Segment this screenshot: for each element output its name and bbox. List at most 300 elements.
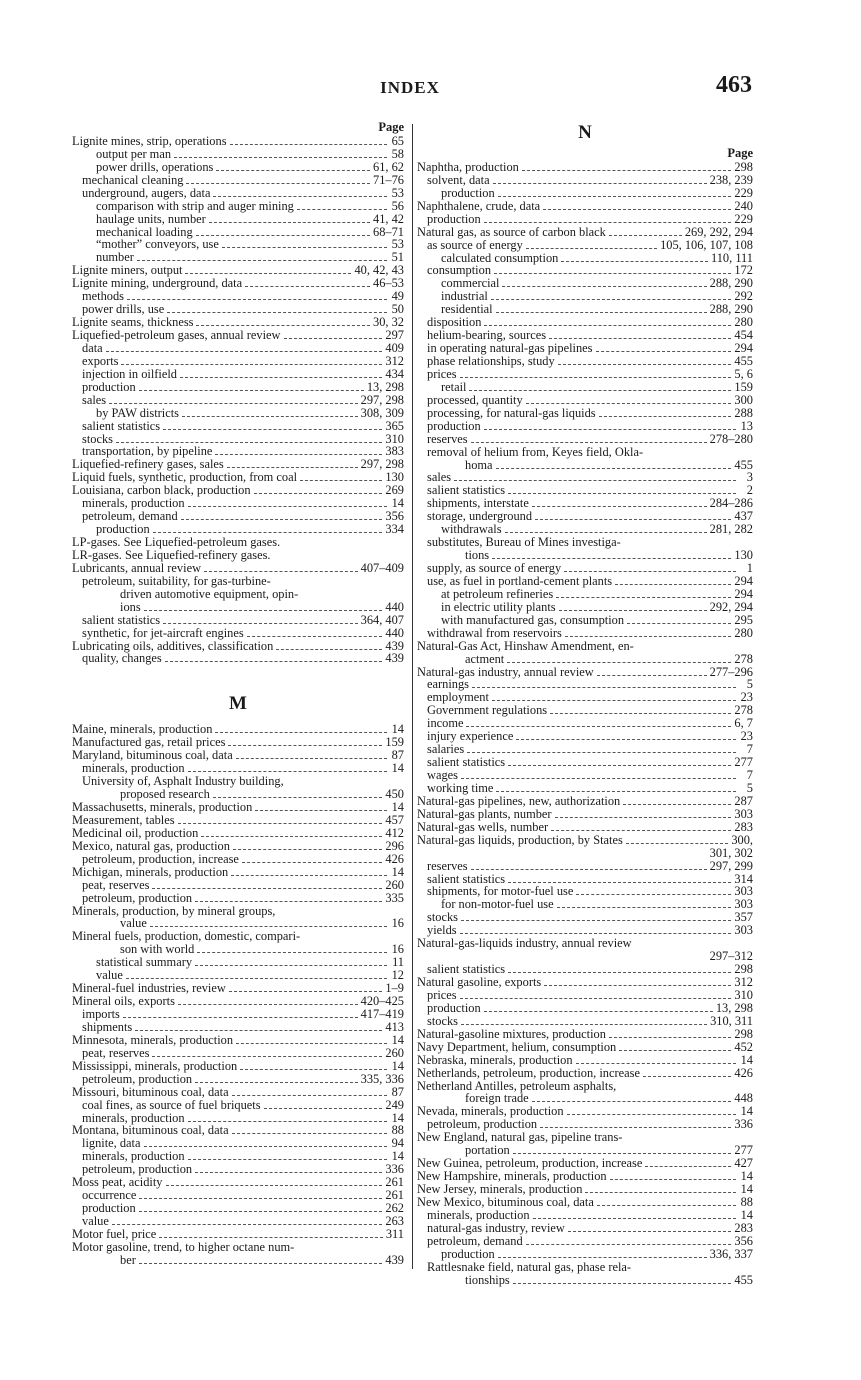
index-entry <box>72 1163 404 1176</box>
dot-leader <box>484 325 731 326</box>
entry-page-ref: 14 <box>391 1111 404 1125</box>
entry-page-ref: 56 <box>391 199 404 213</box>
entry-term: Natural-gas plants, number <box>417 807 552 821</box>
entry-term: injection in oilfield <box>82 367 177 381</box>
entry-page-ref: 314 <box>734 872 753 886</box>
entry-term: Mineral fuels, production, domestic, compari- <box>72 930 301 944</box>
entry-term: in electric utility plants <box>441 600 556 614</box>
entry-term: lignite, data <box>82 1137 141 1151</box>
dot-leader <box>152 888 382 889</box>
dot-leader <box>195 965 387 966</box>
entry-page-ref: 426 <box>385 852 404 866</box>
dot-leader <box>556 597 731 598</box>
index-entry <box>72 788 404 801</box>
entry-page-ref: 280 <box>734 316 753 330</box>
entry-page-ref: 249 <box>385 1098 404 1112</box>
dot-leader <box>454 480 736 481</box>
dot-leader <box>549 338 731 339</box>
entry-page-ref: 13, 298 <box>366 380 404 394</box>
dot-leader <box>139 1211 383 1212</box>
entry-term: driven automotive equipment, opin- <box>120 587 299 601</box>
dot-leader <box>300 480 382 481</box>
dot-leader <box>544 985 731 986</box>
entry-term: Liquefied-petroleum gases, annual review <box>72 329 281 342</box>
dot-leader <box>564 571 736 572</box>
entry-term: stocks <box>82 432 113 446</box>
entry-page-ref: 413 <box>385 1021 404 1034</box>
entry-page-ref: 14 <box>391 865 404 879</box>
dot-leader <box>627 623 731 624</box>
entry-term: Lignite miners, output <box>72 264 183 278</box>
entry-page-ref: 448 <box>734 1092 753 1106</box>
dot-leader <box>127 299 387 300</box>
dot-leader <box>493 183 707 184</box>
index-entry <box>417 601 753 614</box>
index-entry <box>72 956 404 969</box>
dot-leader <box>513 1153 732 1154</box>
entry-term: production <box>82 380 136 394</box>
entry-term: shipments, interstate <box>427 497 529 511</box>
index-entry <box>417 536 753 549</box>
entry-term: for non-motor-fuel use <box>441 898 554 912</box>
index-entry <box>417 1144 753 1157</box>
left-column <box>72 120 404 1267</box>
dot-leader <box>508 493 736 494</box>
dot-leader <box>623 804 731 805</box>
entry-term: Liquefied-refinery gases, sales <box>72 458 224 472</box>
dot-leader <box>508 972 731 973</box>
dot-leader <box>276 649 382 650</box>
right-column <box>417 120 753 1287</box>
dot-leader <box>610 1179 736 1180</box>
index-entry <box>72 588 404 601</box>
dot-leader <box>135 1030 382 1031</box>
dot-leader <box>245 286 370 287</box>
index-entry <box>72 251 404 264</box>
index-entry <box>72 1254 404 1267</box>
dot-leader <box>186 183 370 184</box>
entry-term: Lubricants, annual review <box>72 561 202 575</box>
dot-leader <box>484 1011 713 1012</box>
entry-page-ref: 417–419 <box>360 1008 404 1021</box>
index-entry <box>417 174 753 187</box>
entry-term: calculated consumption <box>441 251 559 265</box>
entry-term: “mother” conveyors, use <box>96 238 219 252</box>
index-entry <box>417 898 753 911</box>
dot-leader <box>196 235 370 236</box>
dot-leader <box>555 817 732 818</box>
entry-page-ref: 288, 290 <box>709 277 753 291</box>
entry-page-ref: 159 <box>385 736 404 750</box>
entry-page-ref: 14 <box>391 723 404 737</box>
dot-leader <box>532 506 707 507</box>
entry-page-ref: 1–9 <box>385 982 404 996</box>
entry-term: shipments, for motor-fuel use <box>427 885 574 899</box>
index-entry <box>417 187 753 200</box>
index-entry <box>417 976 753 989</box>
entry-term: Mineral oils, exports <box>72 995 175 1009</box>
entry-term: as source of energy <box>427 238 523 252</box>
dot-leader <box>609 1037 731 1038</box>
entry-term: by PAW districts <box>96 406 179 420</box>
index-entry <box>72 1086 404 1099</box>
index-entry <box>72 290 404 303</box>
entry-page-ref: 238, 239 <box>709 173 753 187</box>
dot-leader <box>222 247 387 248</box>
entry-term: Medicinal oil, production <box>72 826 199 840</box>
entry-term: Manufactured gas, retail prices <box>72 736 226 750</box>
entry-page-ref: 420–425 <box>360 995 404 1009</box>
index-entry <box>72 827 404 840</box>
entry-term: Natural-gas pipelines, new, authorization <box>417 794 621 808</box>
entry-term: disposition <box>427 316 482 330</box>
entry-page-ref: 452 <box>734 1040 753 1054</box>
entry-page-ref: 53 <box>391 238 404 252</box>
entry-term: peat, reserves <box>82 878 150 892</box>
entry-term: quality, changes <box>82 652 162 666</box>
index-entry <box>72 368 404 381</box>
entry-page-ref: 303 <box>734 885 753 899</box>
index-entry <box>417 627 753 640</box>
entry-page-ref: 269 <box>385 484 404 498</box>
index-entry <box>72 601 404 614</box>
entry-term: commercial <box>441 277 500 291</box>
dot-leader <box>188 506 387 507</box>
dot-leader <box>561 261 708 262</box>
entry-term: helium-bearing, sources <box>427 329 547 343</box>
index-entry <box>72 213 404 226</box>
dot-leader <box>150 926 387 927</box>
dot-leader <box>615 584 731 585</box>
index-entry <box>72 316 404 329</box>
dot-leader <box>460 998 732 999</box>
entry-term: Missouri, bituminous coal, data <box>72 1085 229 1099</box>
page-column-heading: Page <box>378 120 404 134</box>
entry-page-ref: 439 <box>385 639 404 653</box>
index-entry <box>72 381 404 394</box>
entry-term: Natural-gas wells, number <box>417 820 549 834</box>
index-entry <box>417 782 753 795</box>
dot-leader <box>166 1185 383 1186</box>
entry-term: petroleum, suitability, for gas-turbine- <box>82 574 271 588</box>
page-column-heading: Page <box>727 146 753 160</box>
entry-page-ref: 49 <box>391 290 404 304</box>
dot-leader <box>508 765 731 766</box>
entry-page-ref: 278 <box>734 704 753 718</box>
entry-page-ref: 14 <box>391 1033 404 1047</box>
dot-leader <box>535 519 731 520</box>
index-entry <box>72 433 404 446</box>
index-entry <box>72 523 404 536</box>
index-entry <box>72 1021 404 1034</box>
entry-page-ref: 14 <box>391 1059 404 1073</box>
entry-term: prices <box>427 989 457 1002</box>
entry-page-ref: 7 <box>746 743 753 757</box>
entry-term: Mississippi, minerals, production <box>72 1059 238 1073</box>
entry-page-ref: 12 <box>391 969 404 983</box>
entry-term: salient statistics <box>82 419 161 433</box>
entry-term: petroleum, demand <box>82 510 178 524</box>
dot-leader <box>484 222 732 223</box>
entry-term: Moss peat, acidity <box>72 1176 163 1190</box>
entry-page-ref: 41, 42 <box>373 212 404 226</box>
entry-term: at petroleum refineries <box>441 587 554 601</box>
index-entry <box>72 303 404 316</box>
entry-term: storage, underground <box>427 510 533 524</box>
index-entry <box>417 252 753 265</box>
dot-leader <box>139 1198 382 1199</box>
entry-page-ref: 30, 32 <box>373 316 404 330</box>
entry-term: ber <box>120 1253 136 1267</box>
dot-leader <box>185 273 351 274</box>
entry-term: Mexico, natural gas, production <box>72 839 230 853</box>
entry-page-ref: 263 <box>385 1215 404 1228</box>
entry-page-ref: 292, 294 <box>709 600 753 614</box>
index-entry <box>72 1112 404 1125</box>
entry-term: use, as fuel in portland-cement plants <box>427 575 613 588</box>
entry-term: ions <box>120 600 141 614</box>
entry-page-ref: 94 <box>391 1137 404 1151</box>
dot-leader <box>233 849 382 850</box>
dot-leader <box>505 532 707 533</box>
entry-term: processing, for natural-gas liquids <box>427 406 596 420</box>
dot-leader <box>178 1004 358 1005</box>
index-entry <box>417 743 753 756</box>
index-entry <box>417 303 753 316</box>
entry-term: New Hampshire, minerals, production <box>417 1170 607 1184</box>
index-entry <box>72 1008 404 1021</box>
entry-page-ref: 6, 7 <box>734 717 753 731</box>
index-entry <box>417 614 753 627</box>
entry-page-ref: 2 <box>746 484 753 498</box>
index-entry <box>417 239 753 252</box>
index-entry <box>72 982 404 995</box>
entry-term: injury experience <box>427 730 514 744</box>
index-entry <box>417 355 753 368</box>
entry-page-ref: 58 <box>391 147 404 161</box>
index-entry <box>417 1131 753 1144</box>
entry-term: minerals, production <box>82 497 185 511</box>
dot-leader <box>195 1082 358 1083</box>
index-entry <box>417 717 753 730</box>
index-entry <box>417 277 753 290</box>
dot-leader <box>213 196 387 197</box>
index-entry <box>72 200 404 213</box>
entry-page-ref: 88 <box>391 1124 404 1138</box>
entry-page-ref: 334 <box>385 523 404 537</box>
entry-term: reserves <box>427 859 468 873</box>
index-entry <box>417 756 753 769</box>
entry-term: supply, as source of energy <box>427 562 562 575</box>
entry-term: employment <box>427 691 489 705</box>
index-entry <box>417 368 753 381</box>
entry-term: reserves <box>427 432 468 446</box>
entry-term: withdrawal from reservoirs <box>427 626 562 640</box>
entry-page-ref: 23 <box>740 730 753 744</box>
index-entry <box>417 860 753 873</box>
entry-page-ref: 14 <box>391 762 404 776</box>
index-entry <box>417 1028 753 1041</box>
index-entry <box>72 801 404 814</box>
entry-term: Montana, bituminous coal, data <box>72 1124 229 1138</box>
entry-page-ref: 260 <box>385 1046 404 1060</box>
entry-page-ref: 53 <box>391 186 404 200</box>
dot-leader <box>492 700 736 701</box>
entry-term: petroleum, production <box>82 1163 193 1177</box>
dot-leader <box>461 1024 707 1025</box>
entry-page-ref: 65 <box>391 135 404 148</box>
dot-leader <box>216 170 370 171</box>
dot-leader <box>264 1108 383 1109</box>
entry-term: industrial <box>441 290 488 304</box>
entry-term: New England, natural gas, pipeline trans- <box>417 1131 623 1145</box>
dot-leader <box>106 351 383 352</box>
index-entry <box>417 265 753 278</box>
dot-leader <box>471 442 707 443</box>
entry-page-ref: 130 <box>734 549 753 563</box>
entry-page-ref: 262 <box>385 1202 404 1216</box>
dot-leader <box>126 978 387 979</box>
entry-page-ref: 172 <box>734 264 753 278</box>
index-entry <box>72 471 404 484</box>
dot-leader <box>215 732 387 733</box>
entry-term: University of, Asphalt Industry building, <box>82 775 284 789</box>
index-entry <box>417 1002 753 1015</box>
dot-leader <box>201 836 382 837</box>
index-entry <box>417 886 753 899</box>
entry-term: production <box>441 186 495 200</box>
entry-term: Naphtha, production <box>417 161 519 174</box>
dot-leader <box>496 468 732 469</box>
entry-page-ref: 13, 298 <box>715 1001 753 1015</box>
dot-leader <box>533 1218 736 1219</box>
entry-term: Maryland, bituminous coal, data <box>72 749 233 763</box>
dot-leader <box>188 771 387 772</box>
entry-term: processed, quantity <box>427 393 523 407</box>
index-entry <box>417 1222 753 1235</box>
dot-leader <box>255 810 387 811</box>
entry-page-ref: 87 <box>391 1085 404 1099</box>
index-entry <box>72 1047 404 1060</box>
entry-term: coal fines, as source of fuel briquets <box>82 1098 261 1112</box>
entry-page-ref: 440 <box>385 626 404 640</box>
index-entry <box>72 239 404 252</box>
index-entry <box>417 472 753 485</box>
dot-leader <box>596 351 732 352</box>
entry-page-ref: 23 <box>740 691 753 705</box>
entry-term: retail <box>441 380 467 394</box>
dot-leader <box>236 758 387 759</box>
dot-leader <box>532 1101 732 1102</box>
index-entry <box>72 1073 404 1086</box>
entry-term: salient statistics <box>427 484 506 498</box>
entry-term: Natural-gas-liquids industry, annual review <box>417 937 632 951</box>
dot-leader <box>565 636 732 637</box>
dot-leader <box>152 1056 382 1057</box>
dot-leader <box>213 797 383 798</box>
index-entry <box>417 666 753 679</box>
dot-leader <box>551 830 731 831</box>
index-entry <box>72 536 404 549</box>
dot-leader <box>180 377 382 378</box>
entry-term: sales <box>82 393 107 407</box>
index-entry <box>72 1060 404 1073</box>
index-entry <box>72 1150 404 1163</box>
dot-leader <box>167 312 387 313</box>
index-entry <box>417 200 753 213</box>
entry-page-ref: 426 <box>734 1066 753 1080</box>
dot-leader <box>645 1166 731 1167</box>
entry-term: Mineral-fuel industries, review <box>72 982 226 996</box>
entry-term: Navy Department, helium, consumption <box>417 1040 617 1054</box>
entry-page-ref: 298 <box>734 161 753 174</box>
index-entry <box>417 446 753 459</box>
dot-leader <box>496 312 707 313</box>
entry-term: Nevada, minerals, production <box>417 1105 564 1119</box>
entry-page-ref: 280 <box>734 626 753 640</box>
index-entry <box>417 989 753 1002</box>
index-entry <box>417 769 753 782</box>
entry-term: LP-gases. See Liquefied-petroleum gases. <box>72 536 281 549</box>
entry-page-ref: 3 <box>746 471 753 485</box>
entry-term: Netherlands, petroleum, production, increase <box>417 1066 640 1080</box>
dot-leader <box>163 429 382 430</box>
dot-leader <box>599 416 732 417</box>
entry-term: phase relationships, study <box>427 355 555 368</box>
index-entry <box>72 1176 404 1189</box>
entry-page-ref: 311 <box>385 1228 404 1241</box>
dot-leader <box>188 1159 387 1160</box>
entry-page-ref: 1 <box>746 562 753 575</box>
entry-page-ref: 296 <box>385 839 404 853</box>
dot-leader <box>112 1224 383 1225</box>
dot-leader <box>121 364 382 365</box>
entry-term: removal of helium from, Keyes field, Okla- <box>427 445 644 459</box>
entry-term: son with world <box>120 943 195 957</box>
index-entry <box>417 808 753 821</box>
index-entry <box>72 458 404 471</box>
index-entry <box>72 187 404 200</box>
index-entry <box>72 840 404 853</box>
index-entry <box>417 963 753 976</box>
entry-page-ref: 301, 302 <box>709 846 753 860</box>
index-entry <box>417 679 753 692</box>
entry-page-ref: 295 <box>734 613 753 627</box>
entry-page-ref: 297, 298 <box>360 458 404 472</box>
index-entry <box>72 1099 404 1112</box>
entry-page-ref: 412 <box>385 826 404 840</box>
index-entry <box>72 1137 404 1150</box>
entry-page-ref: 277 <box>734 1144 753 1158</box>
entry-term: mechanical loading <box>96 225 193 239</box>
entry-page-ref: 310 <box>385 432 404 446</box>
entry-term: mechanical cleaning <box>82 173 184 187</box>
entry-term: minerals, production <box>82 1150 185 1164</box>
dot-leader <box>522 170 732 171</box>
entry-page-ref: 14 <box>740 1183 753 1196</box>
entry-term: haulage units, number <box>96 212 206 226</box>
index-entry <box>417 821 753 834</box>
entry-page-ref: 46–53 <box>373 277 404 291</box>
dot-leader <box>550 713 731 714</box>
dot-leader <box>284 338 383 339</box>
index-entry <box>72 930 404 943</box>
dot-leader <box>502 286 706 287</box>
entry-term: Motor fuel, price <box>72 1228 157 1241</box>
index-entry <box>72 905 404 918</box>
dot-leader <box>576 1063 736 1064</box>
index-entry <box>417 562 753 575</box>
